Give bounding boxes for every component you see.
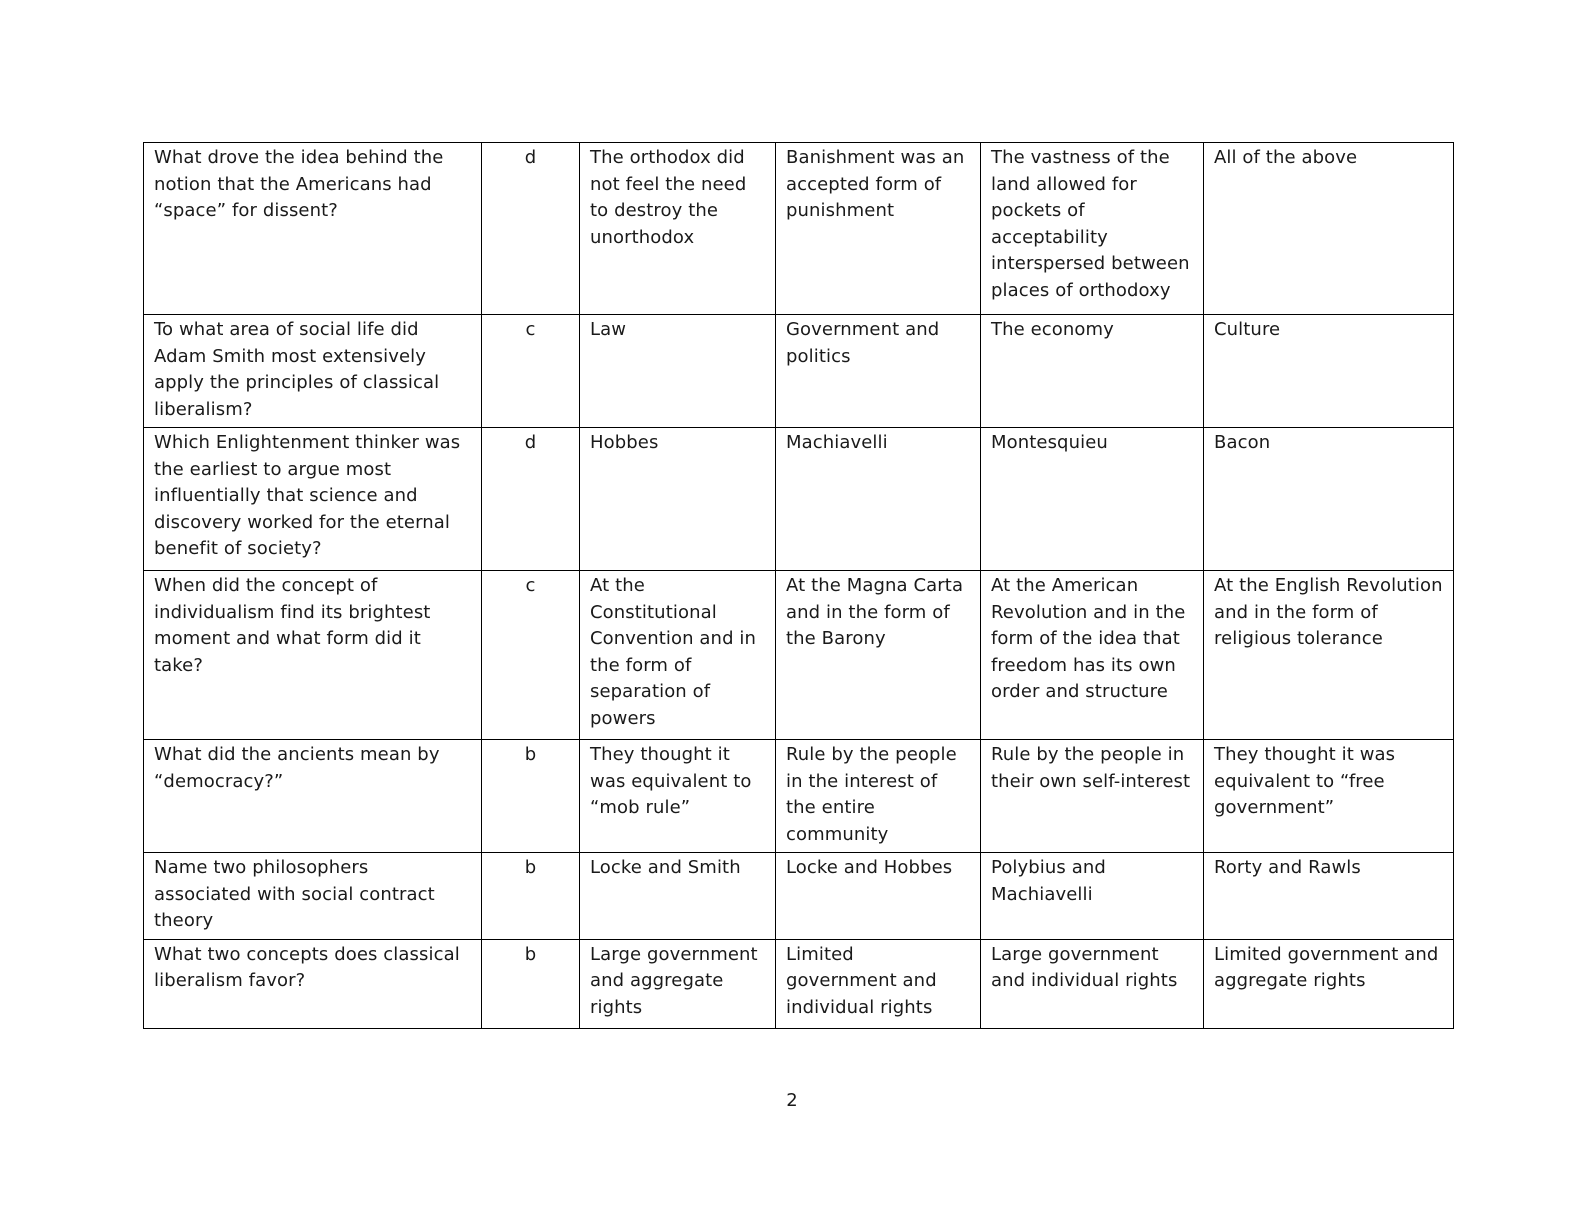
answer-key-cell: d [482,143,580,315]
choice-c-cell: Rule by the people in their own self-interest [981,740,1204,853]
page-number: 2 [786,1090,798,1111]
choice-c-cell: At the American Revolution and in the form of the idea that freedom has its own order and structure [981,571,1204,740]
choice-a-cell: At the Constitutional Convention and in the form of separation of powers [580,571,776,740]
choice-c-cell: Polybius and Machiavelli [981,853,1204,940]
question-cell: What did the ancients mean by “democracy?” [144,740,482,853]
choice-c-cell: The vastness of the land allowed for pockets of acceptability interspersed between places of orthodoxy [981,143,1204,315]
question-cell: Name two philosophers associated with social contract theory [144,853,482,940]
choice-d-cell: All of the above [1204,143,1454,315]
choice-a-cell: Large government and aggregate rights [580,939,776,1028]
choice-b-cell: Rule by the people in the interest of the entire community [776,740,981,853]
choice-b-cell: Banishment was an accepted form of punishment [776,143,981,315]
question-cell: To what area of social life did Adam Smith most extensively apply the principles of classical liberalism? [144,315,482,428]
choice-b-cell: Government and politics [776,315,981,428]
table-row [144,740,1454,853]
choice-a-cell: Hobbes [580,428,776,571]
answer-key-cell: b [482,853,580,940]
choice-d-cell: Rorty and Rawls [1204,853,1454,940]
answer-key-cell: b [482,939,580,1028]
choice-c-cell: Large government and individual rights [981,939,1204,1028]
table-row [144,939,1454,1028]
choice-d-cell: Limited government and aggregate rights [1204,939,1454,1028]
choice-a-cell: Law [580,315,776,428]
choice-d-cell: At the English Revolution and in the form of religious tolerance [1204,571,1454,740]
choice-a-cell: Locke and Smith [580,853,776,940]
choice-d-cell: Bacon [1204,428,1454,571]
table-row [144,315,1454,428]
question-cell: What drove the idea behind the notion that the Americans had “space” for dissent? [144,143,482,315]
quiz-table [143,142,1454,1029]
choice-d-cell: They thought it was equivalent to “free government” [1204,740,1454,853]
choice-b-cell: At the Magna Carta and in the form of the Barony [776,571,981,740]
table-row [144,143,1454,315]
choice-b-cell: Limited government and individual rights [776,939,981,1028]
choice-c-cell: The economy [981,315,1204,428]
choice-c-cell: Montesquieu [981,428,1204,571]
answer-key-cell: c [482,571,580,740]
answer-key-cell: c [482,315,580,428]
table-row [144,571,1454,740]
question-cell: When did the concept of individualism find its brightest moment and what form did it take? [144,571,482,740]
choice-d-cell: Culture [1204,315,1454,428]
table-row [144,853,1454,940]
question-cell: Which Enlightenment thinker was the earliest to argue most influentially that science and discovery worked for the eternal benefit of society? [144,428,482,571]
question-cell: What two concepts does classical liberalism favor? [144,939,482,1028]
answer-key-cell: d [482,428,580,571]
choice-b-cell: Locke and Hobbes [776,853,981,940]
table-row [144,428,1454,571]
choice-a-cell: They thought it was equivalent to “mob rule” [580,740,776,853]
choice-b-cell: Machiavelli [776,428,981,571]
choice-a-cell: The orthodox did not feel the need to destroy the unorthodox [580,143,776,315]
answer-key-cell: b [482,740,580,853]
